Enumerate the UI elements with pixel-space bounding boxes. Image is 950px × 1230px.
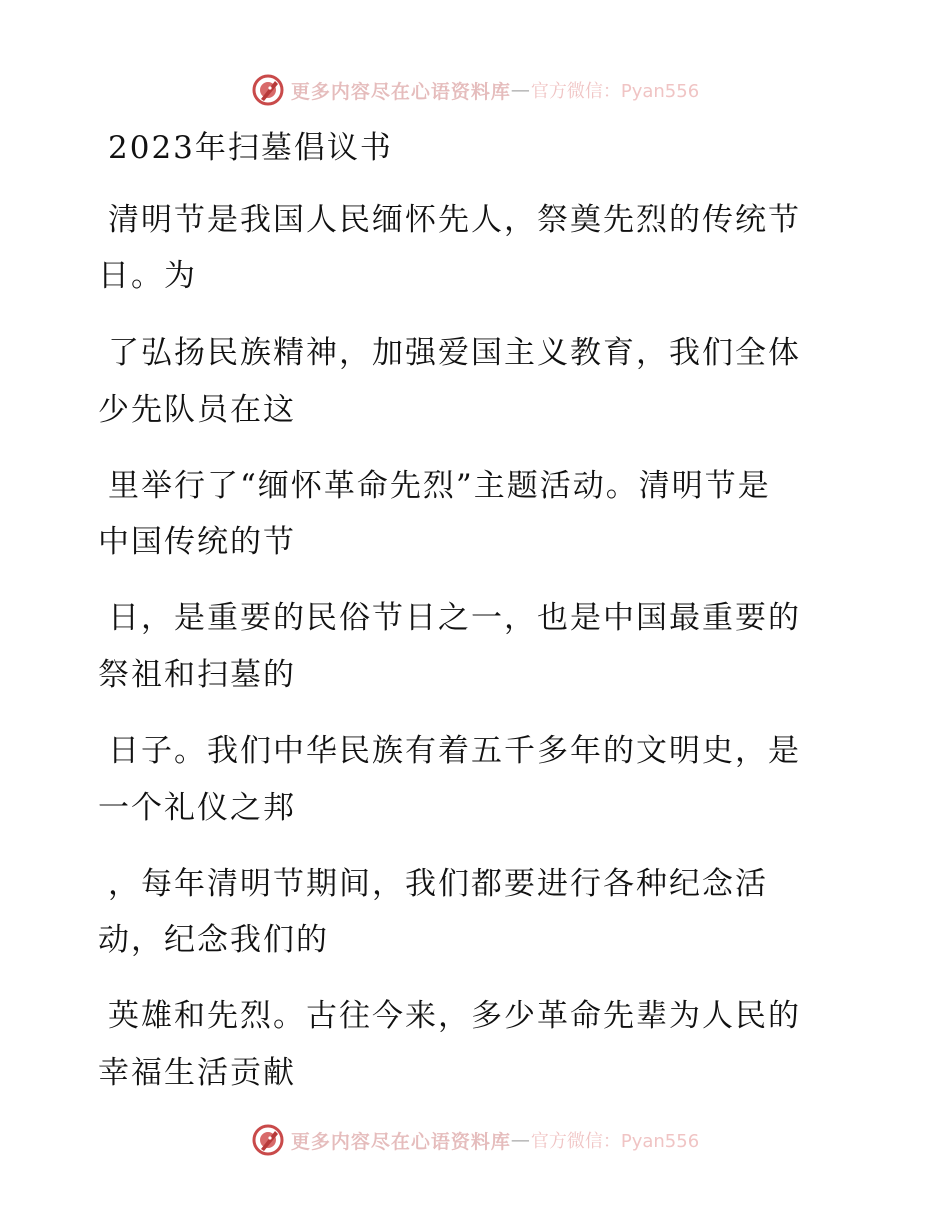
body-line-11: ，每年清明节期间，我们都要进行各种纪念活 xyxy=(108,866,768,902)
body-line-1: 清明节是我国人民缅怀先人，祭奠先烈的传统节 xyxy=(108,202,801,238)
header-watermark-wechat: 官方微信：Pyan556 xyxy=(530,81,700,102)
body-line-7: 日，是重要的民俗节日之一，也是中国最重要的 xyxy=(108,600,801,636)
body-line-3: 了弘扬民族精神，加强爱国主义教育，我们全体 xyxy=(108,335,801,371)
body-line-10: 一个礼仪之邦 xyxy=(98,790,296,826)
header-watermark-text: 更多内容尽在心语资料库 xyxy=(290,80,511,103)
header-watermark xyxy=(0,70,950,110)
body-line-12: 动，纪念我们的 xyxy=(98,922,329,958)
body-line-13: 英雄和先烈。古往今来，多少革命先辈为人民的 xyxy=(108,998,801,1034)
footer-watermark-text: 更多内容尽在心语资料库 xyxy=(290,1130,511,1153)
pen-nib-circle-icon xyxy=(251,73,285,107)
body-line-14: 幸福生活贡献 xyxy=(98,1055,296,1091)
body-line-2: 日。为 xyxy=(98,258,197,294)
body-line-9: 日子。我们中华民族有着五千多年的文明史，是 xyxy=(108,733,801,769)
pen-nib-circle-icon xyxy=(251,1123,285,1157)
footer-watermark-wechat: 官方微信：Pyan556 xyxy=(530,1131,700,1152)
body-line-4: 少先队员在这 xyxy=(98,392,296,428)
body-line-5: 里举行了“缅怀革命先烈”主题活动。清明节是 xyxy=(108,468,771,504)
header-watermark-separator: — xyxy=(510,79,531,101)
footer-watermark xyxy=(0,1120,950,1160)
footer-watermark-separator: — xyxy=(510,1129,531,1151)
body-line-8: 祭祖和扫墓的 xyxy=(98,657,296,693)
body-line-6: 中国传统的节 xyxy=(98,524,296,560)
document-title: 2023年扫墓倡议书 xyxy=(108,130,393,166)
